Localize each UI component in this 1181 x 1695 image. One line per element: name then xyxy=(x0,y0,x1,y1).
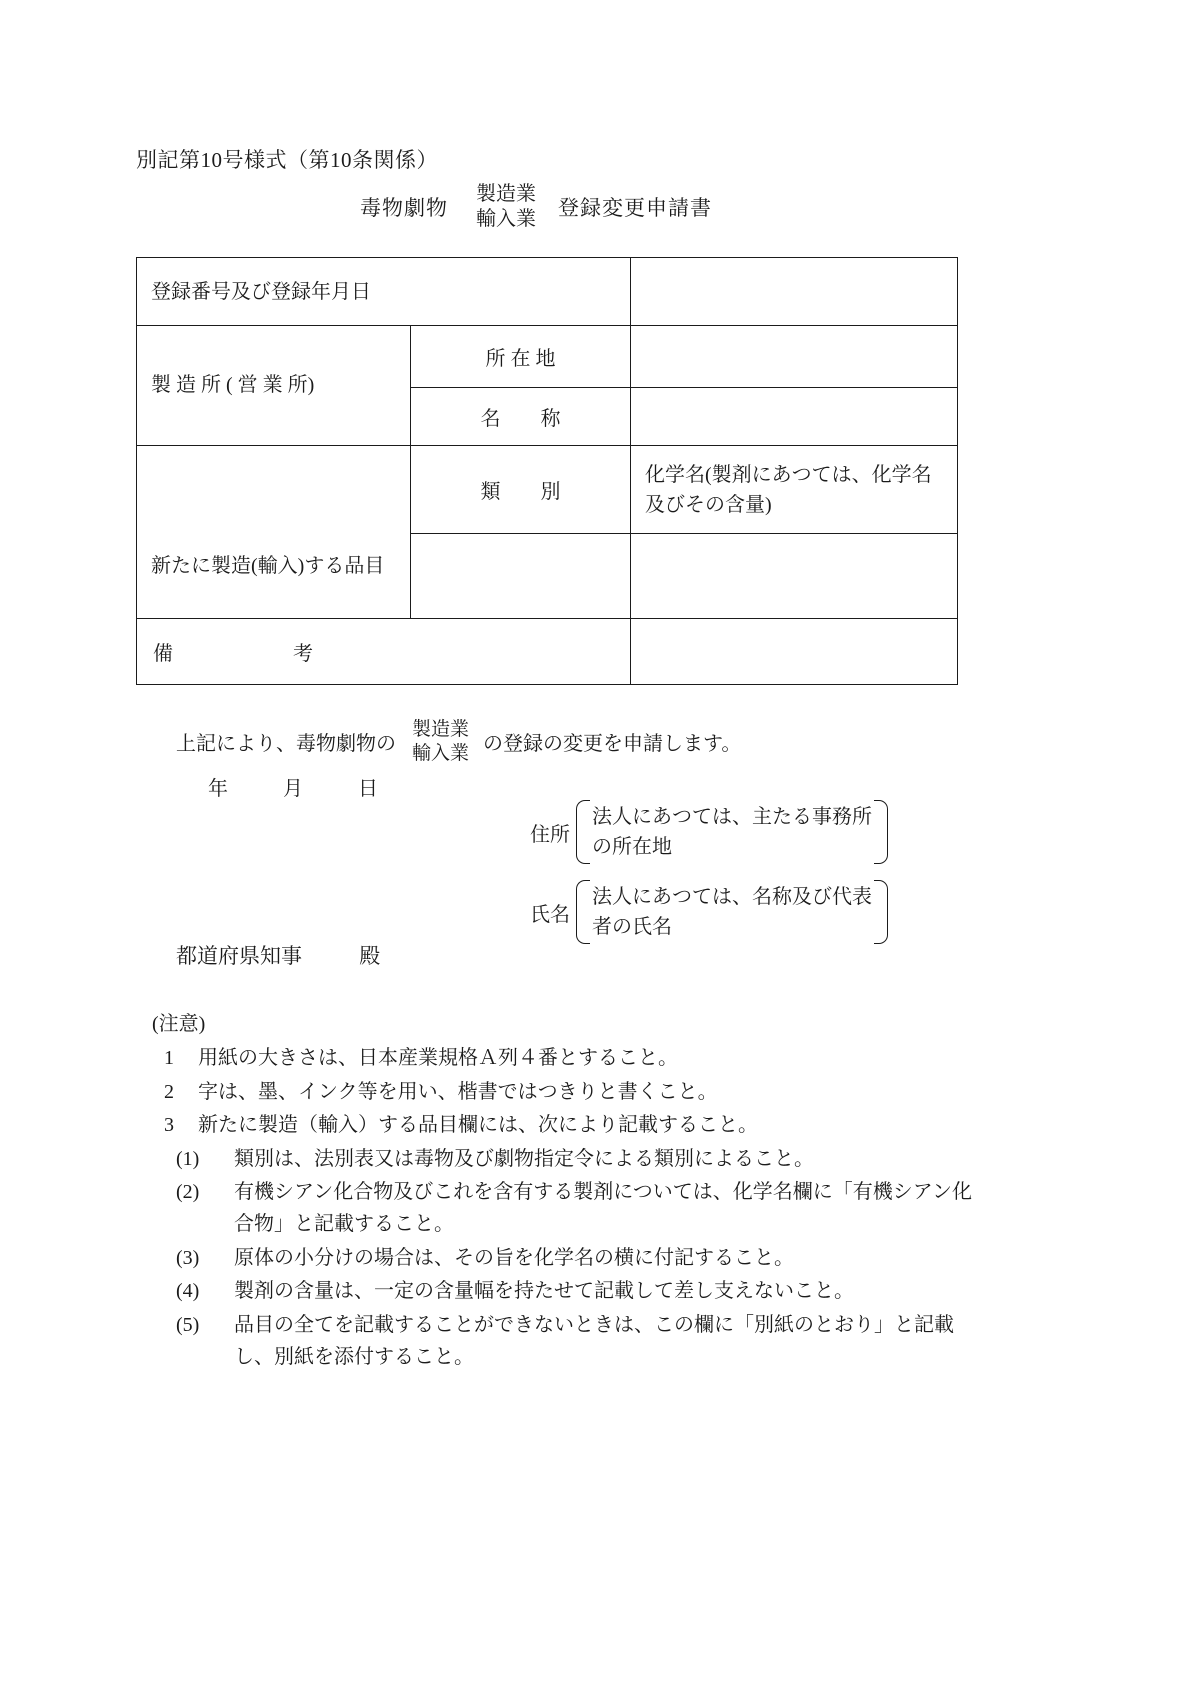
title-suffix: 登録変更申請書 xyxy=(558,196,712,220)
note-subitem xyxy=(152,1242,982,1274)
remarks-label-cell xyxy=(137,619,631,685)
facility-name-label: 名 称 xyxy=(480,408,561,430)
table-row-remarks xyxy=(137,619,958,685)
registration-value-cell[interactable] xyxy=(631,258,958,326)
address-label: 住所 xyxy=(530,823,570,846)
bracket-right-icon xyxy=(874,880,888,944)
registration-label: 登録番号及び登録年月日 xyxy=(151,280,371,303)
document-title xyxy=(360,182,712,232)
facility-label-cell xyxy=(137,326,411,446)
newitems-label-cell xyxy=(137,446,411,619)
addressee-honorific: 殿 xyxy=(359,944,381,968)
note-subitem-number: (4) xyxy=(176,1280,200,1303)
statement-tail: の登録の変更を申請します。 xyxy=(483,733,742,756)
note-subitem-number: (1) xyxy=(176,1147,200,1170)
table-row-registration xyxy=(137,258,958,326)
remarks-label: 備 考 xyxy=(153,643,313,665)
note-text: 新たに製造（輸入）する品目欄には、次により記載すること。 xyxy=(198,1114,758,1137)
note-subitem xyxy=(152,1309,982,1374)
statement-lead: 上記により、毒物劇物の xyxy=(176,733,396,756)
facility-address-value-cell[interactable] xyxy=(631,326,958,388)
note-subitem-number: (2) xyxy=(176,1180,200,1203)
name-note-line-2: 者の氏名 xyxy=(592,916,672,938)
remarks-value-cell[interactable] xyxy=(631,619,958,685)
table-row-facility-address xyxy=(137,326,958,388)
note-text: 用紙の大きさは、日本産業規格Ａ列４番とすること。 xyxy=(198,1047,678,1070)
statement-stack-line-1: 製造業 xyxy=(412,719,470,740)
address-note-line-2: の所在地 xyxy=(592,836,672,858)
note-subitem-text: 原体の小分けの場合は、その旨を化学名の横に付記すること。 xyxy=(234,1246,794,1269)
address-row xyxy=(530,800,888,864)
addressee-recipient: 都道府県知事 xyxy=(176,944,302,968)
bracket-left-icon xyxy=(576,800,590,864)
newitems-chemical-label: 化学名(製剤にあつては、化学名及びその含量) xyxy=(645,463,932,516)
name-note-line-1: 法人にあつては、名称及び代表 xyxy=(592,886,872,908)
bracket-right-icon xyxy=(874,800,888,864)
note-text: 字は、墨、インク等を用い、楷書ではつきりと書くこと。 xyxy=(198,1080,718,1103)
facility-label: 製 造 所 ( 営 業 所) xyxy=(151,374,315,396)
statement-business-type-stack xyxy=(412,718,469,766)
note-subitem xyxy=(152,1143,982,1175)
notes-title: (注意) xyxy=(152,1013,206,1035)
address-note xyxy=(590,800,874,864)
facility-name-label-cell xyxy=(411,388,631,446)
title-prefix: 毒物劇物 xyxy=(360,196,448,220)
note-subitem-number: (5) xyxy=(176,1313,200,1336)
newitems-chemical-value-cell[interactable] xyxy=(631,534,958,619)
note-subitem-text: 製剤の含量は、一定の含量幅を持たせて記載して差し支えないこと。 xyxy=(234,1280,854,1303)
statement-stack-line-2: 輸入業 xyxy=(412,742,470,764)
date-day-label: 日 xyxy=(358,778,380,800)
registration-label-cell xyxy=(137,258,631,326)
newitems-chemical-label-cell xyxy=(631,446,958,534)
name-row xyxy=(530,880,888,944)
name-note xyxy=(590,880,874,944)
note-subitem xyxy=(152,1176,982,1241)
newitems-category-label-cell xyxy=(411,446,631,534)
facility-address-label-cell xyxy=(411,326,631,388)
note-subitem-text: 品目の全てを記載することができないときは、この欄に「別紙のとおり」と記載し、別紙を添付すること。 xyxy=(234,1313,954,1368)
date-line[interactable] xyxy=(208,772,426,801)
note-item xyxy=(152,1109,982,1141)
note-number: 2 xyxy=(164,1080,174,1103)
note-subitem-text: 有機シアン化合物及びこれを含有する製剤については、化学名欄に「有機シアン化合物」と記載すること。 xyxy=(234,1180,972,1236)
signature-block xyxy=(530,800,888,960)
note-subitem xyxy=(152,1275,982,1307)
bracket-left-icon xyxy=(576,880,590,944)
notes-section xyxy=(152,1008,982,1374)
newitems-category-value-cell[interactable] xyxy=(411,534,631,619)
application-statement xyxy=(176,718,741,766)
title-stack-line-1: 製造業 xyxy=(476,183,536,205)
note-item xyxy=(152,1042,982,1074)
address-bracket xyxy=(576,800,888,864)
form-number: 別記第10号様式（第10条関係） xyxy=(136,148,438,172)
table-row-newitems-header xyxy=(137,446,958,534)
date-year-label: 年 xyxy=(208,778,230,800)
title-business-type-stack xyxy=(476,182,536,232)
newitems-category-label: 類 別 xyxy=(480,481,561,503)
note-subitem-text: 類別は、法別表又は毒物及び劇物指定令による類別によること。 xyxy=(234,1147,814,1170)
name-bracket xyxy=(576,880,888,944)
facility-name-value-cell[interactable] xyxy=(631,388,958,446)
application-form-table xyxy=(136,257,958,685)
facility-address-label: 所 在 地 xyxy=(485,348,556,370)
name-label: 氏名 xyxy=(530,903,570,926)
note-subitem-number: (3) xyxy=(176,1246,200,1269)
note-number: 1 xyxy=(164,1047,174,1070)
title-stack-line-2: 輸入業 xyxy=(476,208,536,230)
date-month-label: 月 xyxy=(283,778,305,800)
address-note-line-1: 法人にあつては、主たる事務所 xyxy=(592,806,872,828)
newitems-label: 新たに製造(輸入)する品目 xyxy=(151,554,385,577)
note-item xyxy=(152,1076,982,1108)
note-number: 3 xyxy=(164,1114,174,1137)
addressee-line xyxy=(176,940,380,970)
